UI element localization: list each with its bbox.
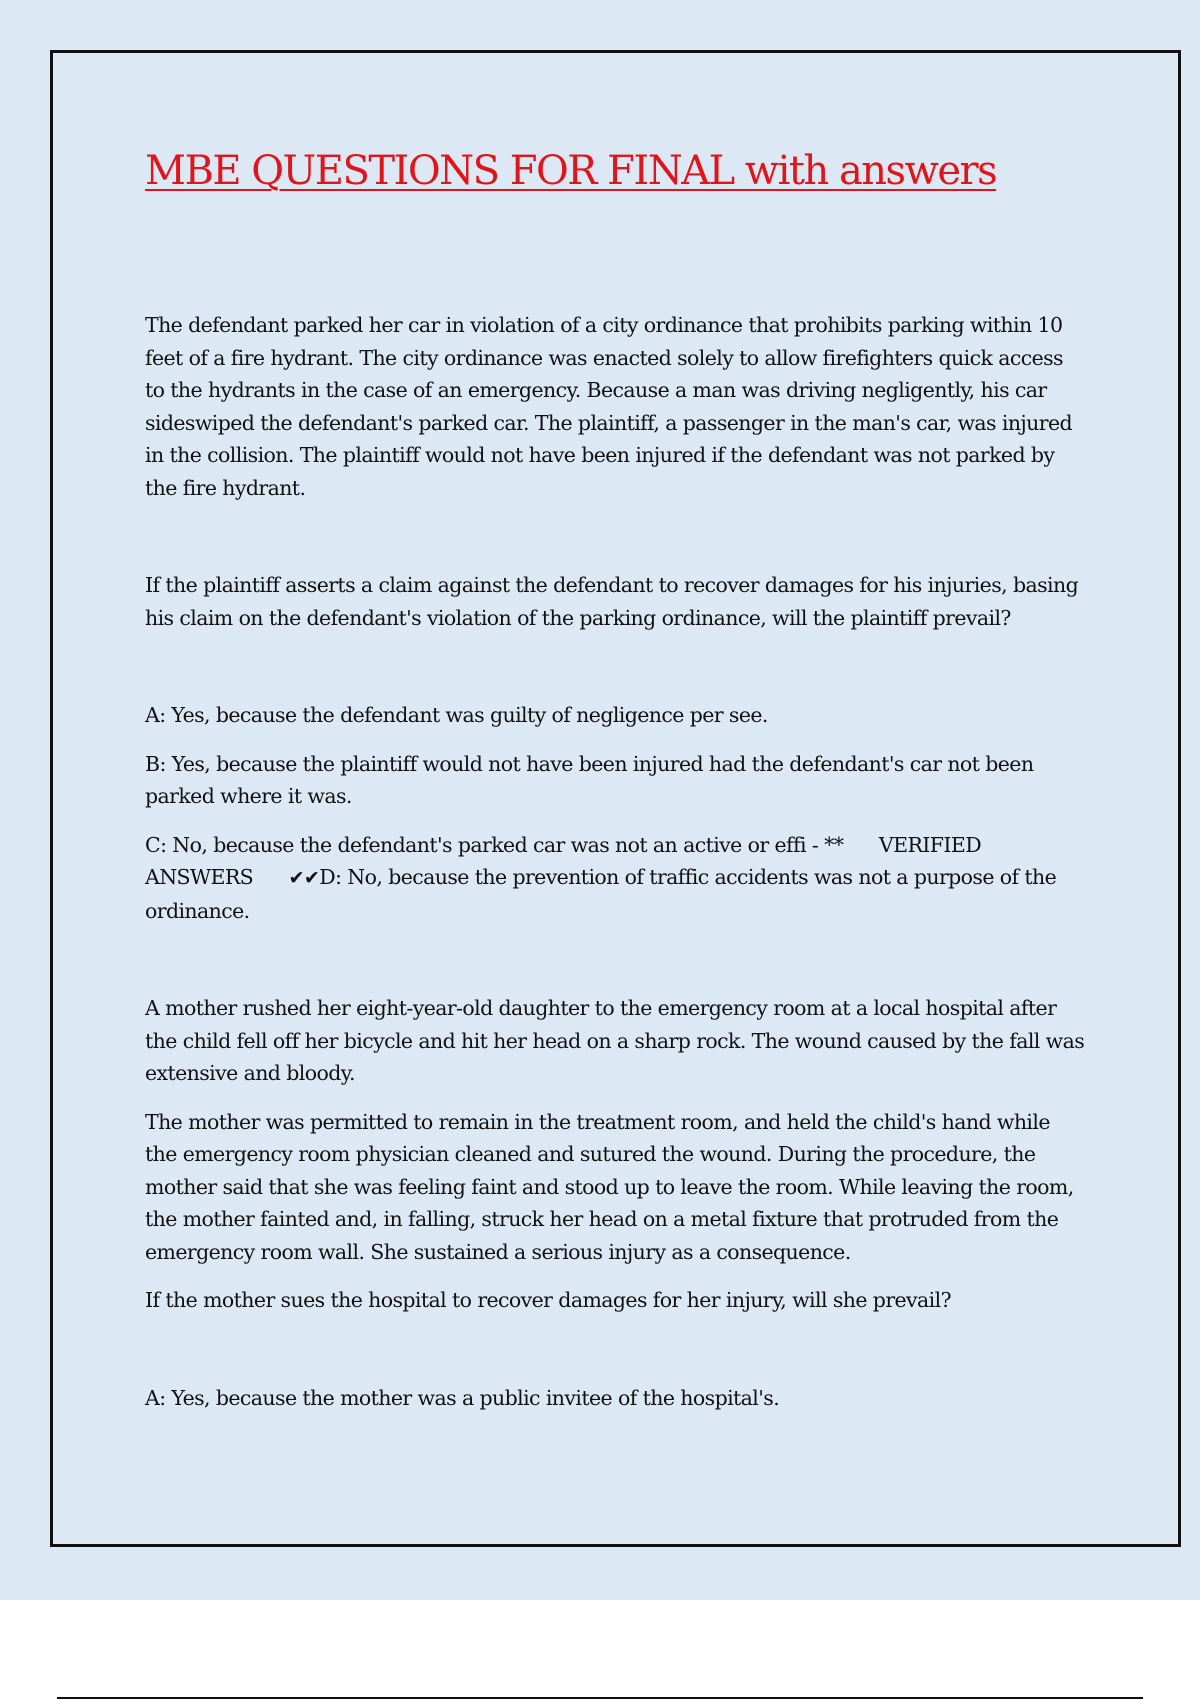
question-1-option-c: C: No, because the defendant's parked car was not an active or effi - ** [145,832,844,857]
question-1-option-b: B: Yes, because the plaintiff would not have been injured had the defendant's car not been parked where it was. [145,751,1034,808]
question-2-facts-1: A mother rushed her eight-year-old daughter to the emergency room at a local hospital after the child fell off her bicycle and hit her head on a sharp rock. The wound caused by the fall was extensive and bloody. [145,996,1085,1085]
question-1-option-c-and-d [145,829,1085,928]
document-title: MBE QUESTIONS FOR FINAL with answers [145,148,997,194]
check-marks-icon: ✔✔ [288,867,320,889]
question-1-option-d: D: No, because the prevention of traffic accidents was not a purpose of the ordinance. [145,865,1057,923]
document-body [145,309,1085,1414]
question-2-facts-2: The mother was permitted to remain in the treatment room, and held the child's hand while the emergency room physician cleaned and sutured the wound. During the procedure, the mother said that she was feeling faint and stood up to leave the room. While leaving the room, the mother fainted and, in falling, struck her head on a metal fixture that protruded from the emergency room wall. She sustained a serious injury as a consequence. [145,1109,1074,1264]
footer-rule [57,1697,1143,1699]
question-1-prompt: If the plaintiff asserts a claim against the defendant to recover damages for his injuries, basing his claim on the defendant's violation of the parking ordinance, will the plaintiff prevail? [145,573,1079,630]
question-1-option-a: A: Yes, because the defendant was guilty of negligence per see. [145,703,768,727]
question-1-facts: The defendant parked her car in violation of a city ordinance that prohibits parking within 10 feet of a fire hydrant. The city ordinance was enacted solely to allow firefighters quick access to the hydrants in the case of an emergency. Because a man was driving negligently, his car sideswiped the defendant's parked car. The plaintiff, a passenger in the man's car, was injured in the collision. The plaintiff would not have been injured if the defendant was not parked by the fire hydrant. [145,313,1073,500]
verified-answers-label: VERIFIED ANSWERS [145,832,982,889]
question-2-prompt: If the mother sues the hospital to recover damages for her injury, will she prevail? [145,1288,951,1312]
question-2-option-a: A: Yes, because the mother was a public invitee of the hospital's. [145,1385,780,1410]
